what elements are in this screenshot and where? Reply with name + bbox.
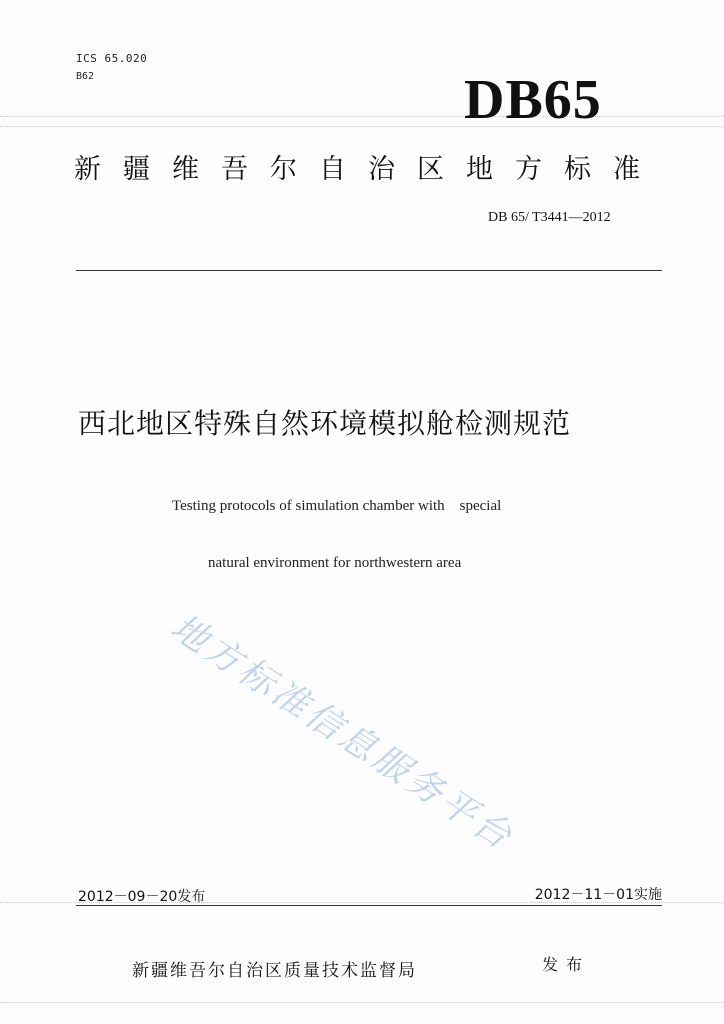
classification-code: B62 — [76, 71, 95, 82]
implementation-date: 2012－11－01实施 — [534, 887, 662, 903]
document-title-english-line2: natural environment for northwestern area — [208, 555, 462, 571]
scan-dot-line — [0, 1002, 724, 1003]
issue-date: 2012－09－20发布 — [78, 889, 206, 905]
scan-dot-line — [0, 116, 724, 117]
watermark: 地方标准信息服务平台 — [163, 606, 522, 859]
standard-number: DB 65/ T3441—2012 — [488, 210, 611, 225]
issue-label: 发布 — [542, 955, 591, 974]
document-title-english-line1: Testing protocols of simulation chamber with special — [172, 498, 502, 514]
document-title-chinese: 西北地区特殊自然环境模拟舱检测规范 — [78, 407, 572, 440]
issuing-authority: 新疆维吾尔自治区质量技术监督局 — [132, 961, 417, 981]
bottom-divider — [76, 905, 662, 906]
scan-dot-line — [0, 126, 724, 127]
ics-code: ICS 65.020 — [76, 52, 148, 65]
top-divider — [76, 270, 662, 271]
db-logo: DB65 — [464, 69, 602, 131]
standard-type-title: 新疆维吾尔自治区地方标准 — [74, 154, 662, 185]
